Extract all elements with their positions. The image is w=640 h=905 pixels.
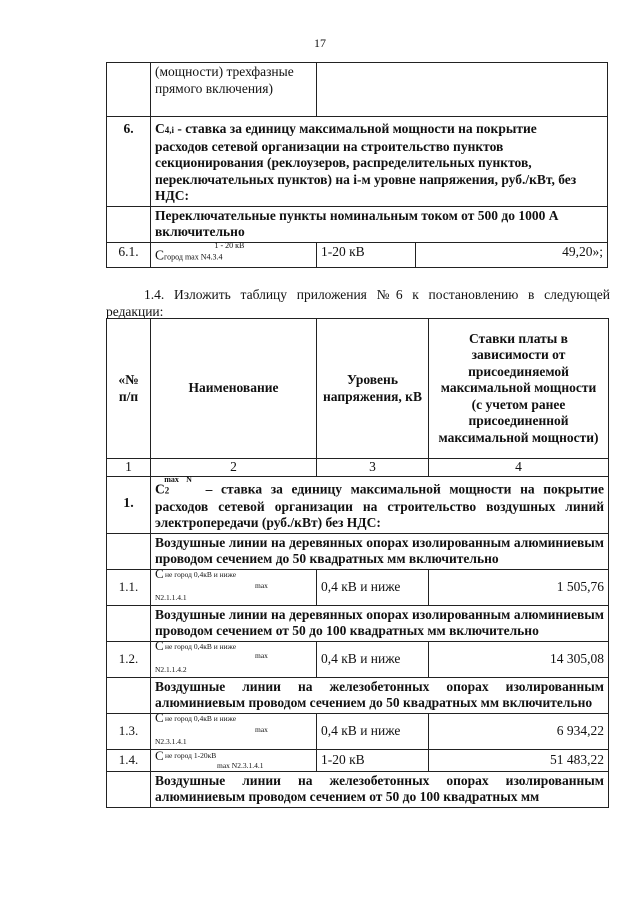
rate-symbol: C: [155, 481, 165, 496]
row-number: 1.1.: [107, 569, 151, 605]
header-voltage: Уровень напряжения, кВ: [317, 319, 429, 459]
rate-description: [151, 476, 609, 533]
rates-table-continuation: [106, 62, 608, 268]
rate-symbol-subscript: max N2.3.1.4.1: [217, 760, 264, 770]
table-row: [107, 206, 608, 242]
rate-symbol-subscript: N2.3.1.4.1: [155, 736, 187, 746]
table-row: [107, 117, 608, 207]
value-cell: 6 934,22: [429, 713, 609, 749]
table-row: [107, 63, 608, 117]
rate-symbol-max: max: [255, 724, 268, 734]
voltage-cell: 0,4 кВ и ниже: [317, 713, 429, 749]
rate-symbol-cell: [151, 709, 317, 749]
rate-symbol-subscript: N2.1.1.4.2: [155, 664, 187, 674]
header-rate: Ставки платы в зависимости от присоединяемой максимальной мощности (с учетом ранее присоединенной максимальной мощности): [429, 319, 609, 459]
row-number: 1.4.: [107, 749, 151, 771]
rate-symbol: C: [155, 121, 165, 136]
rate-description-text: – ставка за единицу максимальной мощности на покрытие расходов сетевой организации на строительство воздушных линий электропередачи (руб./кВт) без НДС:: [155, 481, 604, 530]
row-text-cell: (мощности) трехфазные прямого включения): [151, 63, 317, 117]
header-num: «№ п/п: [107, 319, 151, 459]
rate-symbol-subscript: 4,i: [164, 125, 175, 135]
rate-symbol-cell: [151, 565, 317, 605]
rate-symbol-subscript: N2.1.1.4.1: [155, 592, 187, 602]
appendix-6-table: [106, 318, 609, 808]
rate-symbol-superscript: не город 0,4кВ и ниже: [165, 713, 237, 723]
page-number: 17: [314, 36, 326, 50]
table-row: [107, 677, 609, 713]
header-name: Наименование: [151, 319, 317, 459]
voltage-cell: 0,4 кВ и ниже: [317, 641, 429, 677]
row-number: 6.: [107, 117, 151, 207]
rate-symbol-superscript: не город 0,4кВ и ниже: [165, 641, 237, 651]
section-heading: Воздушные линии на железобетонных опорах изолированным алюминиевым проводом сечением до 50 квадратных мм включительно: [151, 677, 609, 713]
column-number: 4: [429, 459, 609, 477]
voltage-cell: 1-20 кВ: [317, 242, 416, 267]
row-number-cell: [107, 771, 151, 807]
value-cell: 14 305,08: [429, 641, 609, 677]
value-cell: 51 483,22: [429, 749, 609, 771]
rate-symbol-subscript: город max N4.3.4: [164, 252, 223, 261]
rate-description-text: ставка за единицу максимальной мощности на покрытие расходов сетевой организации на строительство пунктов секционирования (реклоузеров, распределительных пунктов, переключательных пунктов) на i-м уровне напряжения, руб./кВт, без НДС:: [155, 121, 577, 203]
table-row: [107, 242, 608, 267]
voltage-cell: 1-20 кВ: [317, 749, 429, 771]
table-row: [107, 713, 609, 749]
rate-symbol-superscript: не город 0,4кВ и ниже: [165, 569, 237, 579]
rate-symbol: C: [155, 565, 164, 581]
rate-symbol-superscript: max N: [164, 474, 192, 484]
column-number: 2: [151, 459, 317, 477]
table-row: [107, 533, 609, 569]
section-heading: Воздушные линии на железобетонных опорах изолированным алюминиевым проводом сечением от 50 до 100 квадратных мм: [151, 771, 609, 807]
rate-symbol: C: [155, 247, 165, 262]
row-number: 6.1.: [107, 242, 151, 267]
rate-symbol: C: [155, 709, 164, 725]
table-row: [107, 605, 609, 641]
rate-symbol-subscript: 2: [164, 485, 170, 495]
rate-symbol: C: [155, 747, 164, 763]
rate-symbol-superscript: 1 - 20 кВ: [214, 240, 245, 250]
row-number-cell: [107, 677, 151, 713]
rate-symbol-superscript: не город 1-20кВ: [165, 750, 217, 760]
row-number-cell: [107, 63, 151, 117]
voltage-cell: 0,4 кВ и ниже: [317, 569, 429, 605]
row-number-cell: [107, 206, 151, 242]
column-number: 1: [107, 459, 151, 477]
table-row: [107, 749, 609, 771]
rate-symbol-cell: [151, 749, 317, 771]
column-number: 3: [317, 459, 429, 477]
rate-symbol-max: max: [255, 650, 268, 660]
row-number: 1.: [107, 476, 151, 533]
rate-description: [151, 117, 608, 207]
rate-symbol-max: max: [255, 580, 268, 590]
rate-symbol-cell: [151, 242, 317, 267]
table-header-row: [107, 319, 609, 459]
table-row: [107, 569, 609, 605]
column-numbers-row: [107, 459, 609, 477]
table-row: [107, 771, 609, 807]
rate-symbol: C: [155, 637, 164, 653]
row-number-cell: [107, 533, 151, 569]
value-cell: 1 505,76: [429, 569, 609, 605]
table-row: [107, 641, 609, 677]
section-heading: Воздушные линии на деревянных опорах изолированным алюминиевым проводом сечением от 50 до 100 квадратных мм включительно: [151, 605, 609, 641]
table-row: [107, 476, 609, 533]
rate-symbol-separator: -: [174, 121, 186, 136]
instruction-paragraph: 1.4. Изложить таблицу приложения №6 к постановлению в следующей редакции:: [106, 287, 610, 319]
row-number: 1.3.: [107, 713, 151, 749]
row-number: 1.2.: [107, 641, 151, 677]
section-heading: Переключательные пункты номинальным током от 500 до 1000 А включительно: [151, 206, 608, 242]
row-number-cell: [107, 605, 151, 641]
empty-cell: [317, 63, 608, 117]
section-heading: Воздушные линии на деревянных опорах изолированным алюминиевым проводом сечением до 50 квадратных мм включительно: [151, 533, 609, 569]
rate-symbol-cell: [151, 637, 317, 677]
value-cell: 49,20»;: [416, 242, 608, 267]
